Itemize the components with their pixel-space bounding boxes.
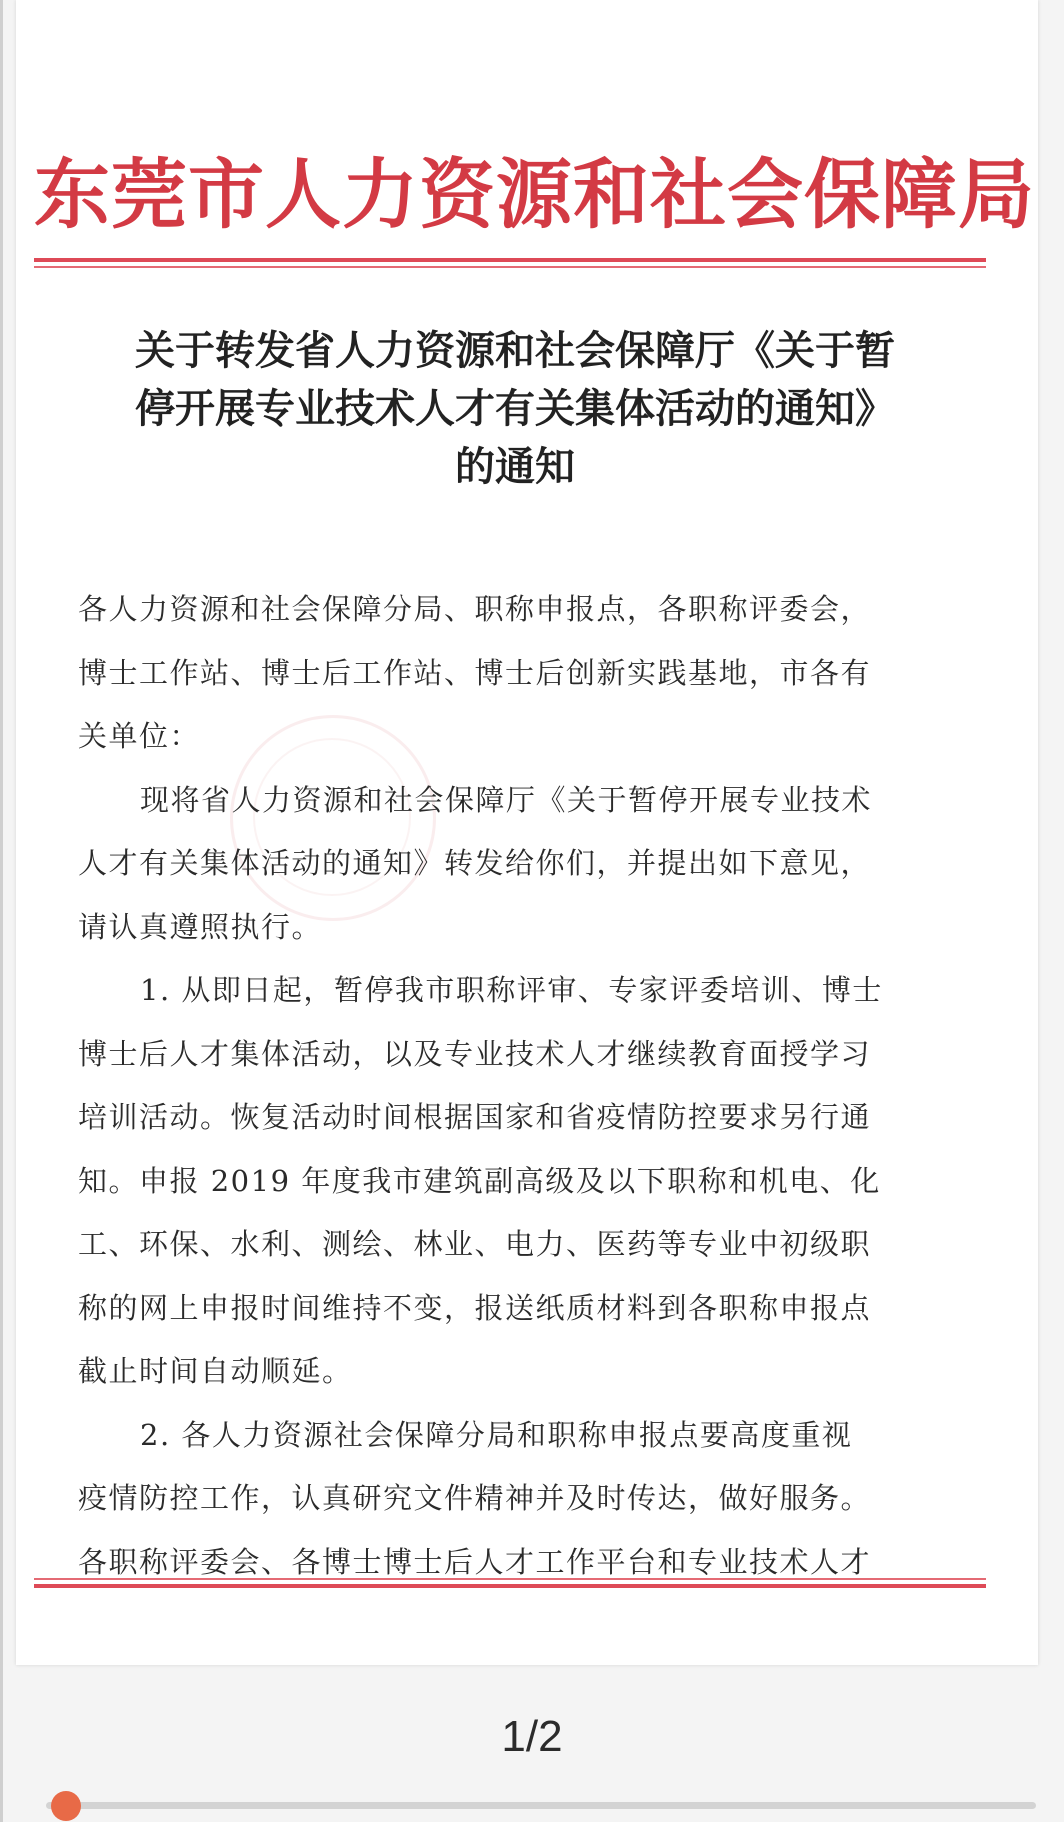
body-line: 工、环保、水利、测绘、林业、电力、医药等专业中初级职 (78, 1227, 872, 1261)
body-line: 1. 从即日起，暂停我市职称评审、专家评委培训、博士 (140, 973, 883, 1007)
footer-divider-thin (34, 1578, 986, 1580)
issuer-header: 东莞市人力资源和社会保障局 (34, 150, 1035, 239)
body-line: 培训活动。恢复活动时间根据国家和省疫情防控要求另行通 (78, 1100, 872, 1134)
body-line: 现将省人力资源和社会保障厅《关于暂停开展专业技术 (140, 782, 873, 817)
body-line: 请认真遵照执行。 (78, 909, 323, 944)
body-line: 人才有关集体活动的通知》转发给你们，并提出如下意见， (78, 846, 872, 880)
page-scrubber-thumb[interactable] (51, 1791, 81, 1821)
document-title (60, 322, 970, 496)
body-line: 各职称评委会、各博士博士后人才工作平台和专业技术人才 (78, 1544, 872, 1579)
footer-divider-thick (34, 1584, 986, 1588)
body-line: 博士后人才集体活动，以及专业技术人才继续教育面授学习 (78, 1036, 872, 1071)
body-line: 2. 各人力资源社会保障分局和职称申报点要高度重视 (140, 1417, 853, 1452)
page-indicator: 1/2 (501, 1712, 563, 1761)
body-line: 关单位： (78, 719, 201, 753)
body-line: 各人力资源和社会保障分局、职称申报点，各职称评委会， (78, 592, 872, 626)
header-divider-thin (34, 266, 986, 268)
body-line: 疫情防控工作，认真研究文件精神并及时传达，做好服务。 (78, 1481, 872, 1515)
body-line: 知。申报 2019 年度我市建筑副高级及以下职称和机电、化 (78, 1163, 881, 1198)
body-line: 称的网上申报时间维持不变，报送纸质材料到各职称申报点 (78, 1290, 872, 1325)
viewer-left-edge (0, 0, 3, 1822)
title-line: 关于转发省人力资源和社会保障厅《关于暂 (135, 327, 895, 374)
title-line: 停开展专业技术人才有关集体活动的通知》 (135, 385, 895, 432)
document-body (78, 578, 948, 1594)
body-line: 截止时间自动顺延。 (78, 1354, 353, 1388)
title-line: 的通知 (455, 443, 575, 490)
body-line: 博士工作站、博士后工作站、博士后创新实践基地，市各有 (78, 655, 872, 690)
page-scrubber-track[interactable] (46, 1802, 1036, 1809)
header-divider-thick (34, 258, 986, 262)
